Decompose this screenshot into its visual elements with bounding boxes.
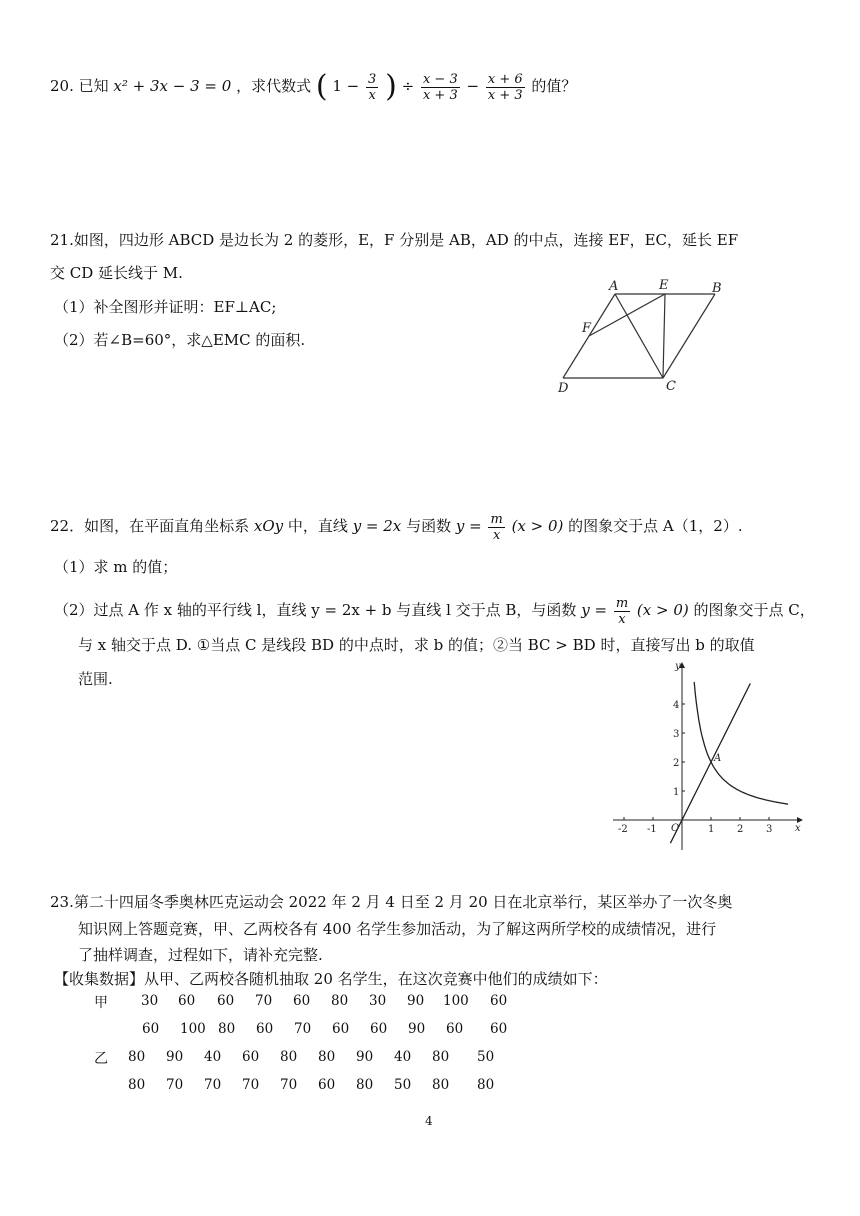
y-tick-2: 2 bbox=[673, 758, 680, 769]
score-cell: 90 bbox=[356, 1049, 374, 1065]
score-cell: 50 bbox=[394, 1077, 412, 1093]
y-tick-1: 1 bbox=[673, 787, 680, 798]
score-cell: 60 bbox=[332, 1021, 350, 1037]
score-cell: 70 bbox=[280, 1077, 298, 1093]
q23-collect-data: 【收集数据】从甲、乙两校各随机抽取 20 名学生，在这次竞赛中他们的成绩如下： bbox=[54, 970, 608, 988]
x-axis-label: x bbox=[795, 823, 801, 834]
q20-fraction-2 bbox=[421, 72, 460, 103]
score-cell: 80 bbox=[432, 1077, 450, 1093]
q23-line-2: 知识网上答题竞赛，甲、乙两校各有 400 名学生参加活动，为了解这两所学校的成绩情况，进行 bbox=[78, 920, 717, 938]
score-cell: 60 bbox=[217, 993, 235, 1009]
point-a-label: A bbox=[714, 753, 722, 764]
q22-l1-fden: x bbox=[492, 527, 501, 543]
coordinate-graph bbox=[605, 655, 810, 855]
q20-f3-num: x + 6 bbox=[487, 71, 523, 87]
q20-f1-num: 3 bbox=[368, 71, 377, 87]
score-cell: 70 bbox=[255, 993, 273, 1009]
score-cell: 90 bbox=[166, 1049, 184, 1065]
q20-f2-den: x + 3 bbox=[422, 87, 458, 103]
hyperbola-curve bbox=[694, 682, 788, 804]
score-cell: 90 bbox=[408, 1021, 426, 1037]
label-c: C bbox=[666, 379, 676, 394]
q21-part-1: （1）补全图形并证明：EF⊥AC; bbox=[54, 298, 277, 316]
score-cell: 80 bbox=[280, 1049, 298, 1065]
q22-l1-fnum: m bbox=[490, 511, 503, 527]
score-cell: 80 bbox=[128, 1077, 146, 1093]
y-tick-4: 4 bbox=[673, 700, 680, 711]
score-cell: 60 bbox=[490, 993, 508, 1009]
score-cell: 50 bbox=[477, 1049, 495, 1065]
q22-line-1 bbox=[50, 508, 743, 544]
label-b: B bbox=[712, 281, 722, 296]
y-axis-label: y bbox=[675, 661, 681, 672]
score-cell: 80 bbox=[331, 993, 349, 1009]
x-tick-1: 1 bbox=[708, 824, 715, 835]
q20-divide: ÷ bbox=[401, 77, 415, 95]
y-tick-3: 3 bbox=[673, 729, 680, 740]
score-cell: 80 bbox=[218, 1021, 236, 1037]
q22-line-equation: y = 2x bbox=[352, 517, 402, 535]
label-a: A bbox=[609, 279, 619, 294]
score-cell: 80 bbox=[477, 1077, 495, 1093]
score-cell: 90 bbox=[407, 993, 425, 1009]
q20-minus: − bbox=[466, 77, 480, 95]
q20-f2-num: x − 3 bbox=[422, 71, 458, 87]
q22-p2-condition: (x > 0) bbox=[636, 601, 689, 619]
q20-f3-den: x + 3 bbox=[487, 87, 523, 103]
q22-p2-y: y = bbox=[581, 601, 608, 619]
q22-l1-d: 的图象交于点 A（1，2）. bbox=[568, 517, 743, 535]
q22-l1-c: 与函数 bbox=[406, 517, 452, 535]
page-number: 4 bbox=[425, 1114, 433, 1128]
q22-part-1: （1）求 m 的值； bbox=[54, 558, 178, 576]
q20-tail: 的值？ bbox=[531, 77, 577, 95]
score-cell: 60 bbox=[370, 1021, 388, 1037]
label-f: F bbox=[582, 321, 592, 336]
q22-part-2-line-3: 范围. bbox=[78, 670, 113, 688]
q20-fraction-1 bbox=[366, 72, 378, 103]
q22-p2-b: 的图象交于点 C， bbox=[693, 601, 815, 619]
q20-mid-text: ，求代数式 bbox=[236, 77, 312, 95]
q22-l1-a: 22．如图，在平面直角坐标系 bbox=[50, 517, 250, 535]
score-cell: 60 bbox=[293, 993, 311, 1009]
label-d: D bbox=[558, 381, 569, 396]
q20-left-paren: ( bbox=[315, 69, 328, 104]
score-cell: 100 bbox=[443, 993, 469, 1009]
q22-l1-b: 中，直线 bbox=[287, 517, 348, 535]
x-tick-2: 2 bbox=[737, 824, 744, 835]
q21-line-1: 21.如图，四边形 ABCD 是边长为 2 的菱形，E，F 分别是 AB，AD 的中点，连接 EF，EC，延长 EF bbox=[50, 231, 739, 249]
x-tick-3: 3 bbox=[766, 824, 773, 835]
score-cell: 60 bbox=[178, 993, 196, 1009]
q22-coordinate-system: xOy bbox=[253, 517, 284, 535]
score-cell: 80 bbox=[432, 1049, 450, 1065]
q20-one: 1 − bbox=[332, 77, 360, 95]
q21-part-2: （2）若∠B=60°，求△EMC 的面积. bbox=[54, 331, 306, 349]
score-cell: 40 bbox=[204, 1049, 222, 1065]
score-cell: 80 bbox=[128, 1049, 146, 1065]
score-cell: 60 bbox=[318, 1077, 336, 1093]
q23-line-1: 23.第二十四届冬季奥林匹克运动会 2022 年 2 月 4 日至 2 月 20 日在北京举行，某区举办了一次冬奥 bbox=[50, 893, 733, 911]
score-cell: 70 bbox=[294, 1021, 312, 1037]
q20-statement bbox=[50, 66, 576, 106]
score-cell: 80 bbox=[318, 1049, 336, 1065]
q20-right-paren: ) bbox=[385, 69, 397, 104]
q22-l1-fraction bbox=[488, 512, 504, 543]
q22-p2-fraction bbox=[614, 596, 630, 627]
q21-line-2: 交 CD 延长线于 M. bbox=[50, 264, 183, 282]
q22-p2-fden: x bbox=[618, 611, 626, 627]
q20-equation: x² + 3x − 3 = 0 bbox=[113, 77, 232, 95]
score-cell: 70 bbox=[242, 1077, 260, 1093]
score-cell: 80 bbox=[356, 1077, 374, 1093]
score-cell: 100 bbox=[180, 1021, 206, 1037]
q20-f1-den: x bbox=[368, 87, 376, 103]
q20-label: 20. 已知 bbox=[50, 77, 109, 95]
score-cell: 60 bbox=[142, 1021, 160, 1037]
segment-ac bbox=[615, 294, 663, 378]
q22-p2-a: （2）过点 A 作 x 轴的平行线 l，直线 y = 2x + b 与直线 l 交于点 B，与函数 bbox=[54, 601, 577, 619]
segment-ec bbox=[663, 294, 665, 378]
q22-l1-y: y = bbox=[455, 517, 482, 535]
score-cell: 60 bbox=[446, 1021, 464, 1037]
segment-bc bbox=[663, 294, 715, 378]
score-cell: 60 bbox=[242, 1049, 260, 1065]
origin-label: O bbox=[671, 823, 680, 834]
x-tick-neg2: -2 bbox=[618, 824, 628, 835]
score-cell: 70 bbox=[204, 1077, 222, 1093]
q22-p2-fnum: m bbox=[615, 595, 629, 611]
q20-fraction-3 bbox=[486, 72, 525, 103]
yi-label: 乙 bbox=[94, 1051, 108, 1067]
score-cell: 30 bbox=[369, 993, 387, 1009]
label-e: E bbox=[659, 278, 669, 293]
score-cell: 70 bbox=[166, 1077, 184, 1093]
score-cell: 30 bbox=[141, 993, 159, 1009]
jia-label: 甲 bbox=[94, 995, 108, 1011]
q22-part-2-line-2: 与 x 轴交于点 D. ①当点 C 是线段 BD 的中点时，求 b 的值；②当 BC > BD 时，直接写出 b 的取值 bbox=[78, 636, 755, 654]
q22-part-2-line-1 bbox=[54, 592, 815, 628]
segment-ef bbox=[589, 294, 665, 336]
x-tick-neg1: -1 bbox=[647, 824, 657, 835]
score-cell: 60 bbox=[490, 1021, 508, 1037]
rhombus-figure bbox=[550, 272, 740, 397]
q22-l1-condition: (x > 0) bbox=[511, 517, 564, 535]
score-cell: 60 bbox=[256, 1021, 274, 1037]
score-cell: 40 bbox=[394, 1049, 412, 1065]
q23-line-3: 了抽样调查，过程如下，请补充完整. bbox=[78, 946, 323, 964]
